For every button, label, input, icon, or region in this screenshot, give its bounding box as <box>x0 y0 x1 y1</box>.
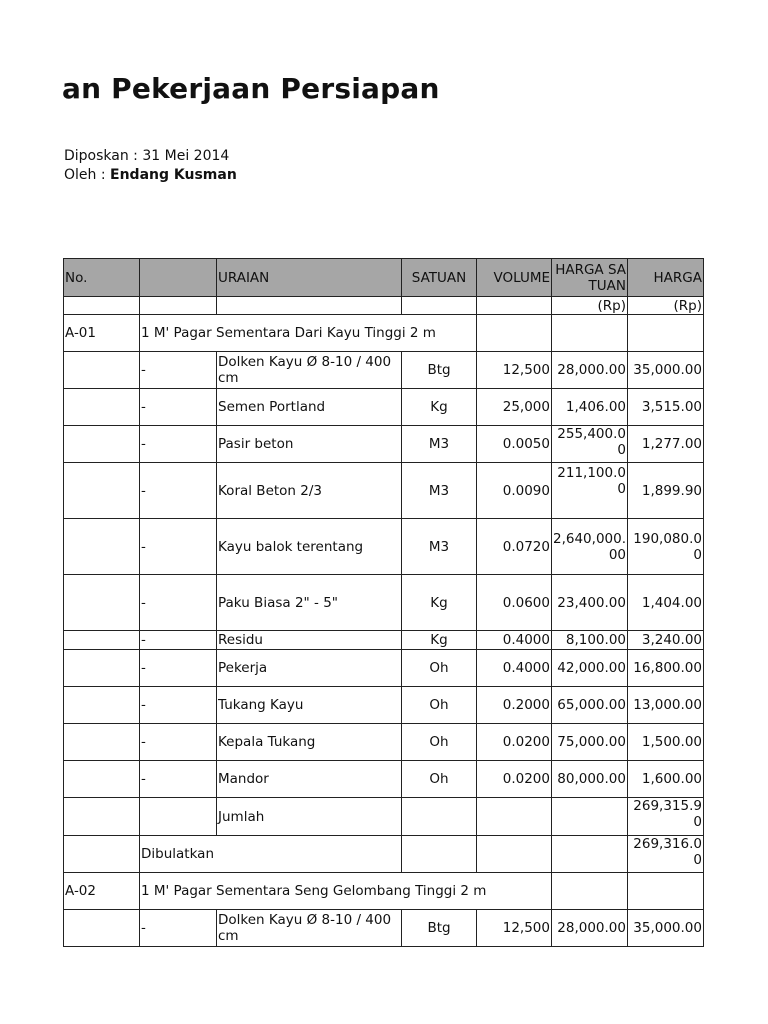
item-dash: - <box>140 426 217 463</box>
author-line <box>64 166 237 185</box>
item-unit-price: 8,100.00 <box>552 631 628 650</box>
item-price: 35,000.00 <box>628 352 704 389</box>
item-volume: 0.0600 <box>477 575 552 631</box>
table-row <box>64 426 704 463</box>
item-unit-price: 255,400.00 <box>552 426 628 463</box>
item-unit: Oh <box>402 761 477 798</box>
item-name: Dolken Kayu Ø 8-10 / 400 cm <box>217 352 402 389</box>
item-dash: - <box>140 631 217 650</box>
table-unit-row <box>64 297 704 315</box>
item-name: Kayu balok terentang <box>217 519 402 575</box>
item-unit: M3 <box>402 463 477 519</box>
item-dash: - <box>140 463 217 519</box>
item-unit-price: 65,000.00 <box>552 687 628 724</box>
post-meta <box>64 147 237 185</box>
item-dash: - <box>140 352 217 389</box>
item-name: Dolken Kayu Ø 8-10 / 400 cm <box>217 910 402 947</box>
header-harga: HARGA <box>628 259 704 297</box>
page-title: an Pekerjaan Persiapan <box>62 72 440 105</box>
header-no: No. <box>64 259 140 297</box>
table-row <box>64 650 704 687</box>
item-unit-price: 28,000.00 <box>552 910 628 947</box>
item-name: Paku Biasa 2" - 5" <box>217 575 402 631</box>
item-price: 1,404.00 <box>628 575 704 631</box>
header-volume: VOLUME <box>477 259 552 297</box>
item-unit: Kg <box>402 631 477 650</box>
item-volume: 0.0090 <box>477 463 552 519</box>
item-volume: 12,500 <box>477 352 552 389</box>
cost-analysis-table <box>63 258 704 947</box>
item-unit: Btg <box>402 910 477 947</box>
item-dash: - <box>140 575 217 631</box>
posted-line <box>64 147 237 166</box>
item-price: 3,515.00 <box>628 389 704 426</box>
item-price: 16,800.00 <box>628 650 704 687</box>
total-label: Jumlah <box>217 798 402 836</box>
item-unit: Kg <box>402 575 477 631</box>
item-name: Kepala Tukang <box>217 724 402 761</box>
item-volume: 25,000 <box>477 389 552 426</box>
table-row <box>64 519 704 575</box>
header-harga-satuan: HARGA SATUAN <box>552 259 628 297</box>
item-dash: - <box>140 650 217 687</box>
section-row <box>64 873 704 910</box>
item-volume: 0.0050 <box>477 426 552 463</box>
item-dash: - <box>140 724 217 761</box>
item-price: 1,277.00 <box>628 426 704 463</box>
item-unit: Btg <box>402 352 477 389</box>
item-price: 1,500.00 <box>628 724 704 761</box>
item-dash: - <box>140 519 217 575</box>
section-title: 1 M' Pagar Sementara Seng Gelombang Tinggi 2 m <box>140 873 552 910</box>
item-dash: - <box>140 761 217 798</box>
item-volume: 12,500 <box>477 910 552 947</box>
table-row <box>64 910 704 947</box>
item-dash: - <box>140 687 217 724</box>
table-row <box>64 761 704 798</box>
item-name: Semen Portland <box>217 389 402 426</box>
author-name[interactable]: Endang Kusman <box>110 167 237 183</box>
unit-rp-harga-satuan: (Rp) <box>552 297 628 315</box>
section-title: 1 M' Pagar Sementara Dari Kayu Tinggi 2 m <box>140 315 477 352</box>
unit-rp-harga: (Rp) <box>628 297 704 315</box>
item-price: 35,000.00 <box>628 910 704 947</box>
item-volume: 0.4000 <box>477 650 552 687</box>
total-value: 269,315.90 <box>628 798 704 836</box>
item-unit-price: 75,000.00 <box>552 724 628 761</box>
total-row <box>64 798 704 836</box>
section-code: A-01 <box>64 315 140 352</box>
item-unit-price: 2,640,000.00 <box>552 519 628 575</box>
table-row <box>64 352 704 389</box>
item-price: 1,600.00 <box>628 761 704 798</box>
item-unit: M3 <box>402 426 477 463</box>
item-volume: 0.4000 <box>477 631 552 650</box>
item-unit: Oh <box>402 724 477 761</box>
item-unit: Oh <box>402 687 477 724</box>
item-unit: Oh <box>402 650 477 687</box>
table-header-row <box>64 259 704 297</box>
author-label: Oleh : <box>64 167 111 183</box>
item-volume: 0.0200 <box>477 761 552 798</box>
posted-label: Diposkan : <box>64 148 143 164</box>
header-uraian: URAIAN <box>217 259 402 297</box>
item-unit: M3 <box>402 519 477 575</box>
item-name: Pekerja <box>217 650 402 687</box>
posted-date: 31 Mei 2014 <box>142 148 230 164</box>
section-row <box>64 315 704 352</box>
item-dash: - <box>140 389 217 426</box>
item-name: Koral Beton 2/3 <box>217 463 402 519</box>
table-row <box>64 575 704 631</box>
rounded-label: Dibulatkan <box>140 836 402 873</box>
header-satuan: SATUAN <box>402 259 477 297</box>
item-price: 1,899.90 <box>628 463 704 519</box>
item-price: 3,240.00 <box>628 631 704 650</box>
table-row <box>64 687 704 724</box>
section-code: A-02 <box>64 873 140 910</box>
item-unit-price: 1,406.00 <box>552 389 628 426</box>
item-unit-price: 28,000.00 <box>552 352 628 389</box>
table-row <box>64 724 704 761</box>
item-price: 190,080.00 <box>628 519 704 575</box>
item-volume: 0.0720 <box>477 519 552 575</box>
table-row <box>64 463 704 519</box>
item-unit-price: 80,000.00 <box>552 761 628 798</box>
item-unit-price: 211,100.00 <box>552 463 628 519</box>
rounded-value: 269,316.00 <box>628 836 704 873</box>
item-name: Mandor <box>217 761 402 798</box>
item-unit-price: 23,400.00 <box>552 575 628 631</box>
header-blank <box>140 259 217 297</box>
table-row <box>64 389 704 426</box>
item-volume: 0.0200 <box>477 724 552 761</box>
rounded-row <box>64 836 704 873</box>
item-unit-price: 42,000.00 <box>552 650 628 687</box>
table-row <box>64 631 704 650</box>
item-name: Pasir beton <box>217 426 402 463</box>
item-name: Residu <box>217 631 402 650</box>
item-price: 13,000.00 <box>628 687 704 724</box>
item-volume: 0.2000 <box>477 687 552 724</box>
item-unit: Kg <box>402 389 477 426</box>
item-dash: - <box>140 910 217 947</box>
item-name: Tukang Kayu <box>217 687 402 724</box>
